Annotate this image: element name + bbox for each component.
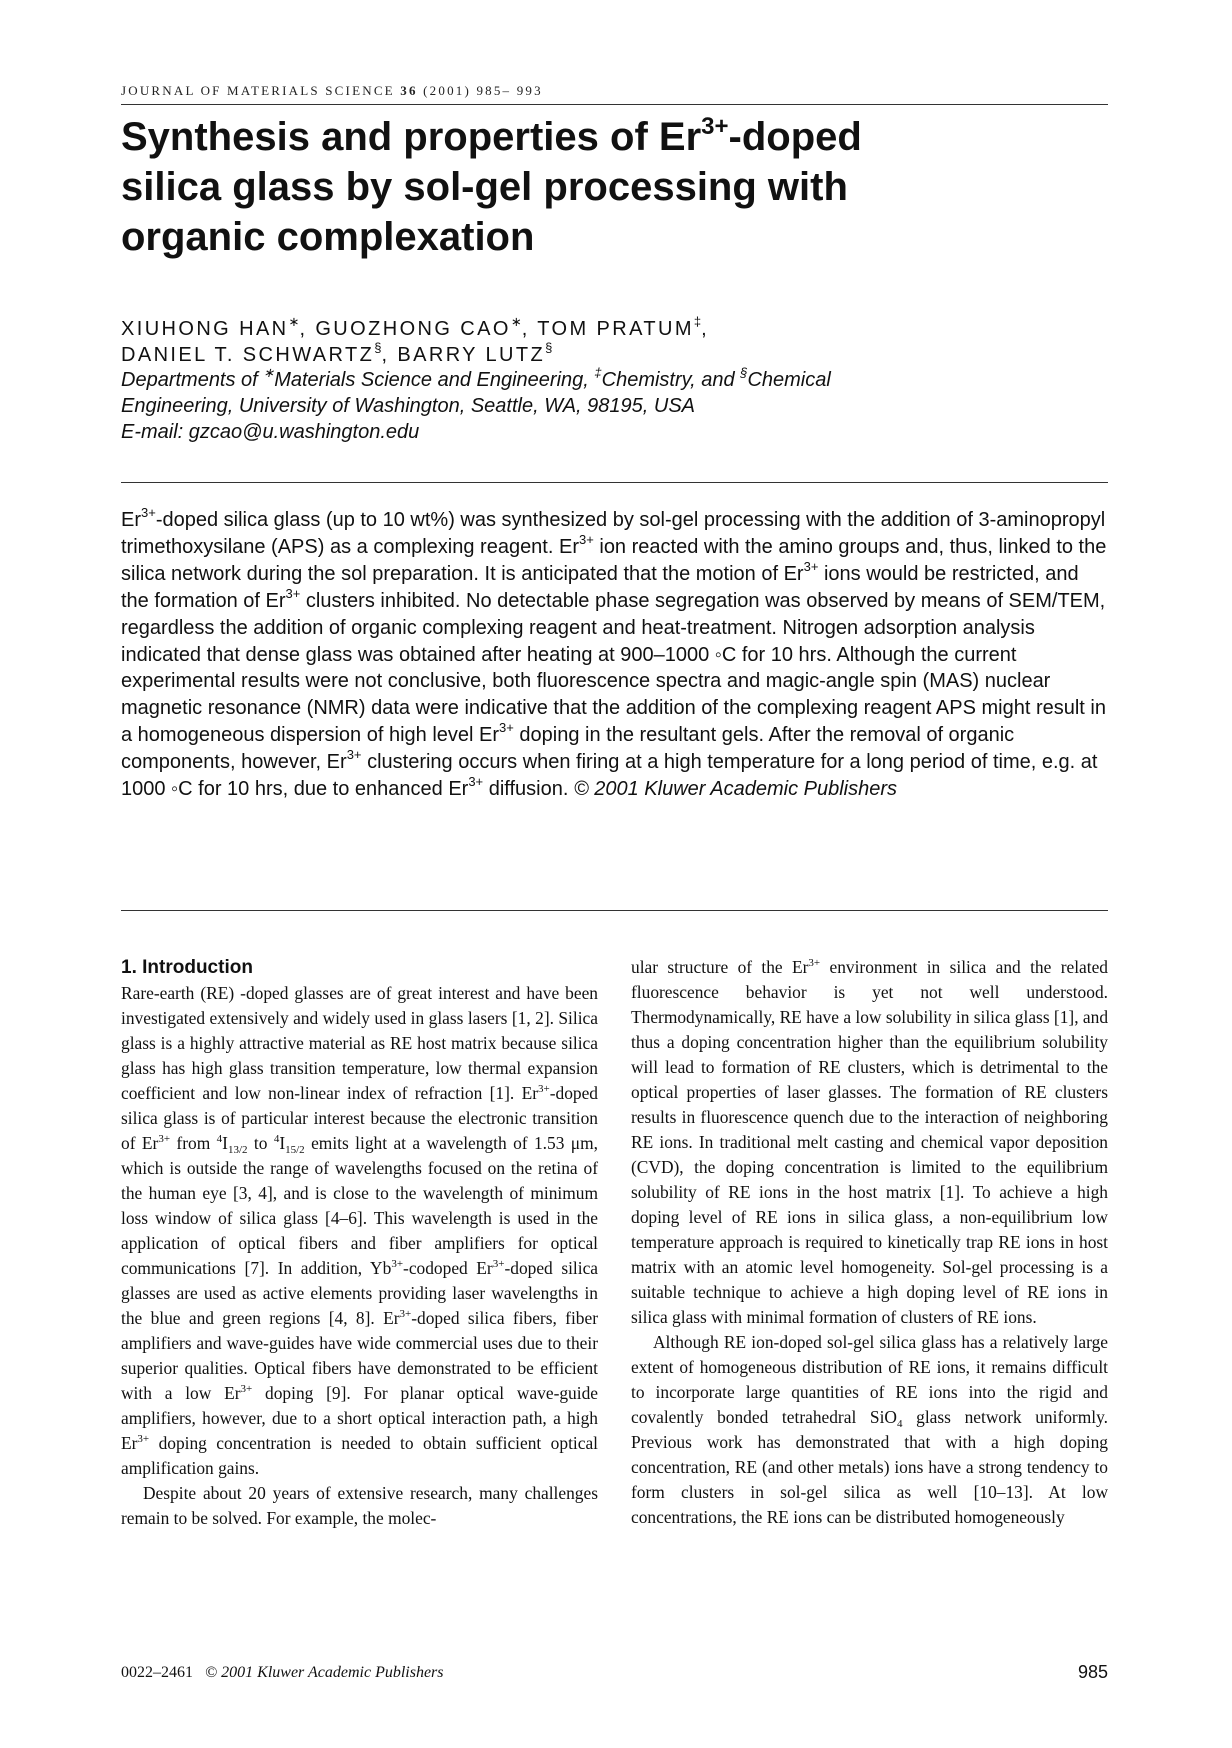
superscript: 4 (273, 1133, 280, 1145)
superscript: 3+ (537, 1083, 550, 1095)
body-text: -doped silica fibers, fiber amplifiers and wave-guides have wide commercial uses due to their superior qualities. Optical fibers have demonstrated to be efficient with a low Er (121, 1308, 598, 1403)
body-text: I (279, 1133, 286, 1153)
affiliation-mark: ‡ (594, 365, 602, 380)
affiliation-mark: § (740, 365, 748, 380)
author-name: , BARRY LUTZ (381, 344, 546, 366)
body-text: I (222, 1133, 228, 1153)
right-column (631, 955, 1108, 1530)
abstract-text: clusters inhibited. No detectable phase segregation was observed by means of SEM/TEM, regardless the addition of organic complexing reagent and heat-treatment. Nitrogen adsorption analysis indicated that dense glass was obtained after heating at 900–1000 ◦C for 10 hrs. Although the current experimental results were not conclusive, both fluorescence spectra and magic-angle spin (MAS) nuclear magnetic resonance (NMR) data were indicative that the addition of the complexing reagent APS might result in a homogeneous dispersion of high level Er (121, 589, 1106, 747)
journal-name: JOURNAL OF MATERIALS SCIENCE (121, 83, 395, 98)
superscript: 3+ (808, 957, 821, 969)
abstract-bottom-rule (121, 910, 1108, 911)
superscript: 3+ (285, 585, 301, 601)
abstract-text: ion reacted with the amino groups and, thus, linked to the silica network during the sol preparation. It is anticipated that the motion of Er (121, 535, 1107, 585)
body-paragraph (121, 981, 598, 1481)
author-name: , TOM PRATUM (521, 318, 694, 340)
body-text: to (247, 1133, 274, 1153)
header-rule (121, 104, 1108, 105)
affiliation-address: Engineering, University of Washington, Seattle, WA, 98195, USA (121, 395, 696, 417)
superscript: 3+ (137, 1433, 150, 1445)
author-mark: ∗ (510, 314, 522, 329)
superscript: 3+ (399, 1308, 412, 1320)
affiliation-text: Departments of (121, 369, 264, 391)
abstract-text: doping in the resultant gels. After the removal of organic components, however, Er (121, 724, 1015, 774)
author-name: , GUOZHONG CAO (299, 318, 511, 340)
issn: 0022–2461 (121, 1664, 193, 1681)
title-text: silica glass by sol-gel processing with (121, 165, 848, 209)
body-text: ular structure of the Er (631, 957, 809, 977)
title-text: organic complexation (121, 215, 535, 259)
body-text: from (170, 1133, 217, 1153)
author-mark: § (545, 340, 553, 355)
author-name: DANIEL T. SCHWARTZ (121, 344, 375, 366)
body-text: glass network uniformly. Previous work has demonstrated that with a high doping concentration, RE (and other metals) ions have a strong tendency to form clusters in sol-gel silica as well [10–13]. At low concentrations, the RE ions can be distributed homogeneously (631, 1407, 1108, 1527)
author-mark: ∗ (288, 314, 300, 329)
subscript: 13/2 (227, 1144, 248, 1156)
paper-title (121, 112, 1021, 262)
journal-volume: 36 (400, 83, 418, 98)
page-number: 985 (1077, 1662, 1108, 1682)
superscript: 3+ (240, 1383, 253, 1395)
section-heading: 1. Introduction (121, 957, 253, 978)
superscript: 3+ (141, 505, 156, 520)
title-text: -doped (728, 115, 862, 159)
superscript: 3+ (578, 531, 594, 547)
body-paragraph: Despite about 20 years of extensive research, many challenges remain to be solved. For example, the molec- (121, 1483, 598, 1528)
abstract-text: ions would be restricted, and the formation of Er (121, 562, 1079, 612)
journal-year-pages: (2001) 985– 993 (423, 83, 543, 98)
abstract-top-rule (121, 482, 1108, 483)
abstract (121, 507, 1107, 803)
body-text: doping [9]. For planar optical wave-guide amplifiers, however, due to a short optical interaction path, a high Er (121, 1383, 598, 1453)
superscript: 3+ (391, 1258, 404, 1270)
subscript: 4 (897, 1418, 903, 1430)
superscript: 3+ (158, 1133, 171, 1145)
footer-issn (121, 1664, 444, 1682)
author-separator: , (701, 318, 710, 340)
subscript: 15/2 (285, 1144, 305, 1156)
body-text: -doped silica glass is of particular interest because the electronic transition of Er (121, 1083, 598, 1153)
journal-header (121, 83, 1107, 99)
affiliation-text: Chemical (747, 369, 831, 391)
author-mark: ‡ (693, 314, 702, 329)
superscript: 3+ (803, 558, 819, 574)
superscript: 3+ (492, 1258, 505, 1270)
affiliation-text: Materials Science and Engineering, (274, 369, 595, 391)
affiliation-text: Chemistry, and (601, 369, 741, 391)
left-column (121, 955, 598, 1531)
superscript: 4 (216, 1133, 223, 1145)
footer-copyright: © 2001 Kluwer Academic Publishers (205, 1664, 444, 1681)
contact-email: E-mail: gzcao@u.washington.edu (121, 421, 420, 443)
body-text: environment in silica and the related fluorescence behavior is yet not well understood. Thermodynamically, RE have a low solubility in silica glass [1], and thus a doping concentration higher than the equilibrium solubility will lead to formation of RE clusters, which is detrimental to the optical properties of laser glasses. The formation of RE clusters results in fluorescence quench due to the interaction of neighboring RE ions. In traditional melt casting and chemical vapor deposition (CVD), the doping concentration is limited to the equilibrium solubility of RE ions in the host matrix [1]. To achieve a high doping level of RE ions in silica glass, a non-equilibrium low temperature approach is required to kinetically trap RE ions in host matrix with an atomic level homogeneity. Sol-gel processing is a suitable technique to achieve a high doping level of RE ions in silica glass with minimal formation of clusters of RE ions. (631, 957, 1109, 1327)
superscript: 3+ (346, 747, 362, 763)
body-text: Rare-earth (RE) -doped glasses are of great interest and have been investigated extensively and widely used in glass lasers [1, 2]. Silica glass is a highly attractive material as RE host matrix because silica glass has high glass transition temperature, low thermal expansion coefficient and low non-linear index of refraction [1]. Er (121, 983, 598, 1103)
affiliation (121, 367, 1106, 445)
abstract-text: Er (121, 509, 141, 531)
author-list (121, 316, 1101, 368)
body-paragraph (631, 1330, 1108, 1530)
abstract-copyright: © 2001 Kluwer Academic Publishers (568, 778, 897, 801)
title-text: Synthesis and properties of Er (121, 115, 702, 159)
abstract-text: diffusion. (483, 778, 569, 801)
abstract-text: clustering occurs when firing at a high temperature for a long period of time, e.g. at 1000 ◦C for 10 hrs, due to enhanced Er (121, 751, 1098, 801)
body-text: -codoped Er (403, 1258, 493, 1278)
body-text: doping concentration is needed to obtain sufficient optical amplification gains. (121, 1433, 598, 1478)
body-text: emits light at a wavelength of 1.53 μm, which is outside the range of wavelengths focused on the retina of the human eye [3, 4], and is close to the wavelength of minimum loss window of silica glass [4–6]. This wavelength is used in the application of optical fibers and fiber amplifiers for optical communications [7]. In addition, Yb (121, 1133, 598, 1278)
author-mark: § (374, 340, 382, 355)
body-paragraph (631, 955, 1108, 1330)
affiliation-mark: ∗ (263, 365, 275, 380)
superscript: 3+ (499, 720, 514, 736)
author-name: XIUHONG HAN (121, 318, 289, 340)
abstract-text: -doped silica glass (up to 10 wt%) was synthesized by sol-gel processing with the addition of 3-aminopropyl trimethoxysilane (APS) as a complexing reagent. Er (121, 509, 1106, 558)
title-superscript: 3+ (701, 113, 729, 140)
body-text: -doped silica glasses are used as active elements providing laser wavelengths in the blue and green regions [4, 8]. Er (121, 1258, 599, 1328)
body-text: Although RE ion-doped sol-gel silica glass has a relatively large extent of homogeneous distribution of RE ions, it remains difficult to incorporate large quantities of RE ions into the rigid and covalently bonded tetrahedral SiO (631, 1332, 1108, 1427)
superscript: 3+ (468, 774, 484, 790)
